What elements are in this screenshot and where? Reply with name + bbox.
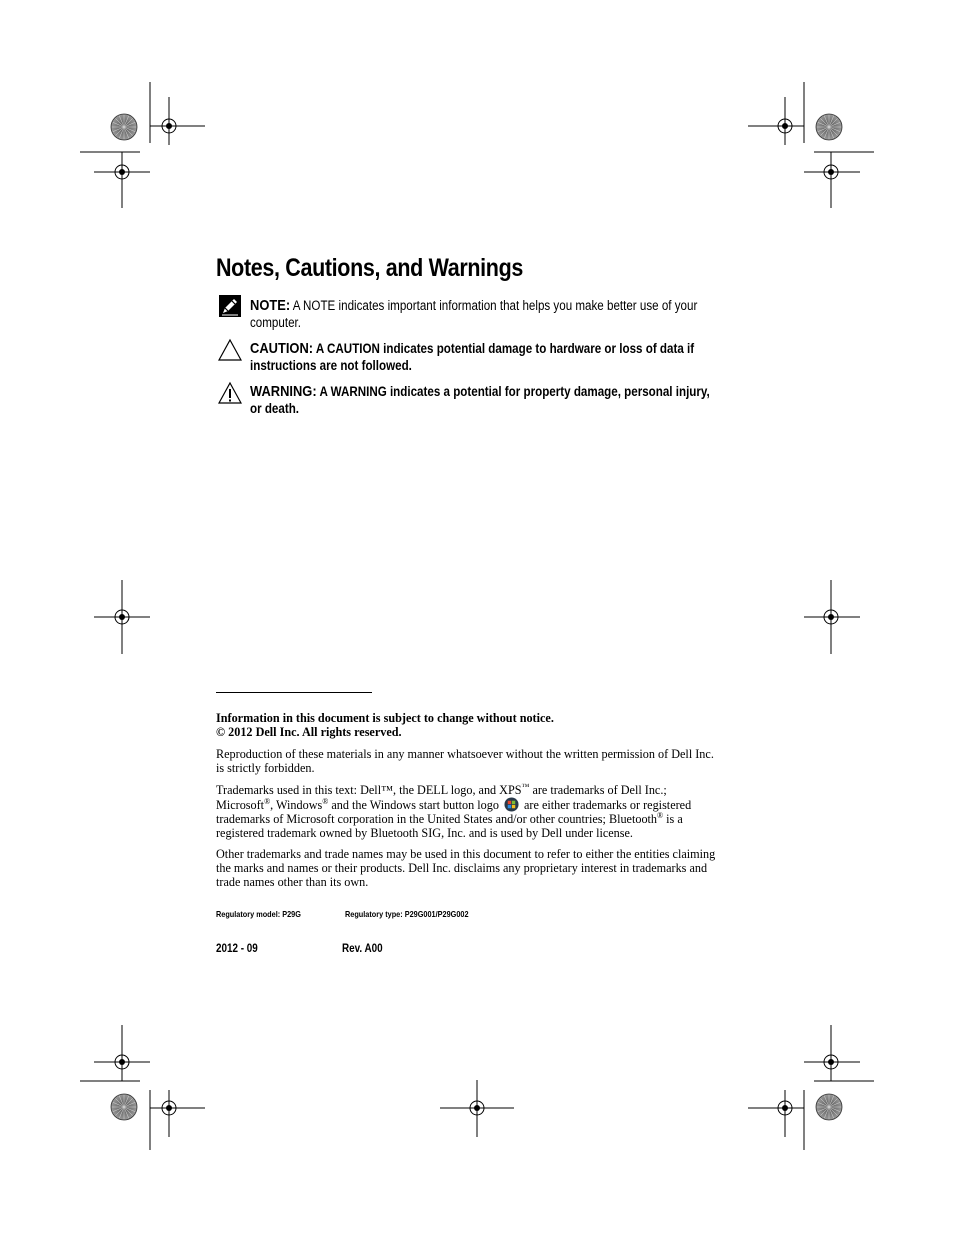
warning-label: WARNING: [250,383,317,400]
trademarks-paragraph [216,783,716,840]
registered-symbol: ® [657,810,664,820]
note-label: NOTE: [250,297,291,314]
note-callout [250,297,714,331]
caution-callout [250,340,714,374]
change-notice [216,711,716,739]
trademarks-text-3: , Windows [270,798,323,812]
other-trademarks-paragraph: Other trademarks and trade names may be used in this document to refer to either the entities claiming the marks and names or their products. Dell Inc. disclaims any proprietary interest in trademarks and trade names other than its own. [216,847,716,889]
copyright-line: © 2012 Dell Inc. All rights reserved. [216,725,402,739]
tm-symbol: ™ [521,781,530,791]
warning-text: A WARNING indicates a potential for property damage, personal injury, or death. [250,384,710,416]
page-title: Notes, Cautions, and Warnings [216,254,523,282]
regulatory-type: Regulatory type: P29G001/P29G002 [345,909,469,919]
registered-symbol: ® [264,796,271,806]
triangle-caution-icon [218,338,242,362]
trademarks-text-4: and the Windows start button logo [328,798,502,812]
regulatory-model: Regulatory model: P29G [216,909,301,919]
caution-text: A CAUTION indicates potential damage to hardware or loss of data if instructions are not followed. [250,341,695,373]
footnote-divider [216,692,372,693]
warning-callout [250,383,714,417]
caution-label: CAUTION: [250,340,314,357]
notice-line-1: Information in this document is subject to change without notice. [216,711,554,725]
registered-symbol: ® [322,796,329,806]
windows-start-button-icon [504,797,519,812]
reproduction-paragraph: Reproduction of these materials in any manner whatsoever without the written permission of Dell Inc. is strictly forbidden. [216,747,714,775]
revision-number: Rev. A00 [342,943,383,955]
trademarks-text-6: is a registered trademark owned by Bluetooth SIG, Inc. and is used by Dell under license. [216,812,683,840]
trademarks-text-2: are trademarks of Dell Inc.; Microsoft [216,783,667,812]
pencil-note-icon [218,294,242,318]
revision-date: 2012 - 09 [216,943,258,955]
triangle-exclamation-warning-icon [218,381,242,405]
trademarks-text-1: Trademarks used in this text: Dell™, the DELL logo, and XPS [216,783,522,797]
trademarks-text-5: are either trademarks or registered trademarks of Microsoft corporation in the United States and/or other countries; Bluetooth [216,798,692,826]
note-text: A NOTE indicates important information that helps you make better use of your computer. [250,298,698,330]
